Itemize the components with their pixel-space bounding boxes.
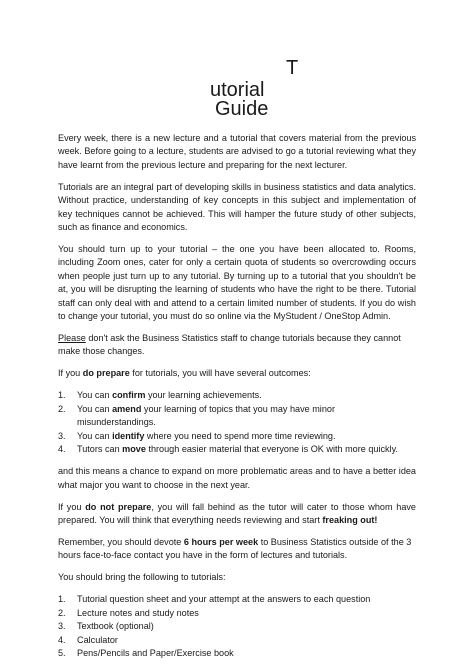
list-item (58, 647, 416, 660)
please-rest: don't ask the Business Statistics staff to change tutorials because they cannot make those changes. (58, 333, 401, 357)
list-text: through easier material that everyone is OK with more quickly. (145, 444, 398, 455)
list-text: You can (77, 430, 113, 441)
do-prepare-bold: do prepare (82, 368, 130, 379)
title-line-2: Guide (215, 98, 269, 120)
list-text: You can (77, 403, 113, 414)
paragraph-allocation: You should turn up to your tutorial – the one you have been allocated to. Rooms, including Zoom ones, cater for only a certain quota of students so overcrowding occurs when people just turn up to any tutorial. By turning up to a tutorial that you shouldn't be at, you will be disrupting the learning of students who have the right to be there. Tutorial staff can only deal with and attend to a certain limited number of students. If you do wish to change your tutorial, you must do so online via the MyStudent / OneStop Admin. (58, 244, 416, 322)
list-item (58, 403, 416, 430)
list-text: Pens/Pencils and Paper/Exercise book (77, 647, 234, 658)
paragraph-remember (58, 536, 416, 563)
list-item (58, 443, 416, 456)
list-text: You can (77, 390, 113, 401)
list-text: your learning achievements. (145, 390, 262, 401)
remember-bold: 6 hours per week (183, 536, 259, 547)
do-prepare-post: for tutorials, you will have several outcomes: (129, 368, 311, 379)
bring-list (58, 593, 416, 660)
do-not-prepare-pre: If you (58, 501, 86, 512)
do-prepare-pre: If you (58, 368, 83, 379)
list-bold: confirm (112, 390, 146, 401)
list-number: 5. (58, 647, 66, 658)
do-not-prepare-mid: , you will fall behind as the tutor will cater to those whom have prepared. You will think that everything needs reviewing and start (58, 501, 416, 525)
list-item (58, 607, 416, 620)
list-text: Tutorial question sheet and your attempt at the answers to each question (77, 594, 371, 605)
paragraph-tutorials-importance: Tutorials are an integral part of developing skills in business statistics and data analytics. Without practice, understanding of key concepts in this subject and implementation of key techniques cannot be achieved. This will hamper the future study of other subjects, such as finance and economics. (58, 181, 416, 233)
paragraph-do-not-prepare (58, 501, 416, 528)
list-number: 1. (58, 390, 66, 401)
remember-pre: Remember, you should devote (58, 536, 184, 547)
paragraph-do-prepare (58, 367, 416, 380)
list-number: 2. (58, 403, 66, 414)
title-line-1: utorial (210, 79, 265, 101)
list-number: 3. (58, 430, 66, 441)
paragraph-chance: and this means a chance to expand on more problematic areas and to have a better idea what major you want to choose in the next year. (58, 466, 416, 490)
list-number: 1. (58, 594, 66, 605)
remember-post: to Business Statistics outside of the 3 hours face-to-face contact you have in the form of lectures and tutorials. (58, 536, 412, 561)
list-text: Textbook (optional) (77, 621, 154, 632)
paragraph-bring: You should bring the following to tutorials: (58, 572, 226, 583)
freaking-out-bold: freaking out! (322, 514, 378, 525)
list-item (58, 430, 416, 443)
list-text: where you need to spend more time reviewing. (144, 430, 336, 441)
list-text: your learning of topics that you may have minor misunderstandings. (77, 403, 335, 428)
paragraph-intro: Every week, there is a new lecture and a tutorial that covers material from the previous week. Before going to a lecture, students are advised to go a tutorial reviewing what they have learnt from the previous lecture and preparing for the next lecturer. (58, 133, 416, 170)
document-body (58, 132, 416, 669)
list-text: Tutors can (77, 444, 123, 455)
list-number: 4. (58, 444, 66, 455)
list-number: 2. (58, 607, 66, 618)
list-text: Lecture notes and study notes (77, 607, 199, 618)
outcomes-list (58, 389, 416, 456)
list-bold: amend (112, 403, 142, 414)
list-bold: identify (112, 430, 145, 441)
list-number: 4. (58, 634, 66, 645)
list-text: Calculator (77, 634, 118, 645)
paragraph-please (58, 332, 416, 359)
do-not-prepare-bold: do not prepare (85, 501, 152, 512)
list-item (58, 620, 416, 633)
list-item (58, 389, 416, 402)
please-underlined: Please (58, 333, 86, 344)
list-number: 3. (58, 621, 66, 632)
list-item (58, 634, 416, 647)
list-item (58, 593, 416, 606)
list-bold: move (122, 444, 146, 455)
title-letter: T (286, 57, 299, 79)
